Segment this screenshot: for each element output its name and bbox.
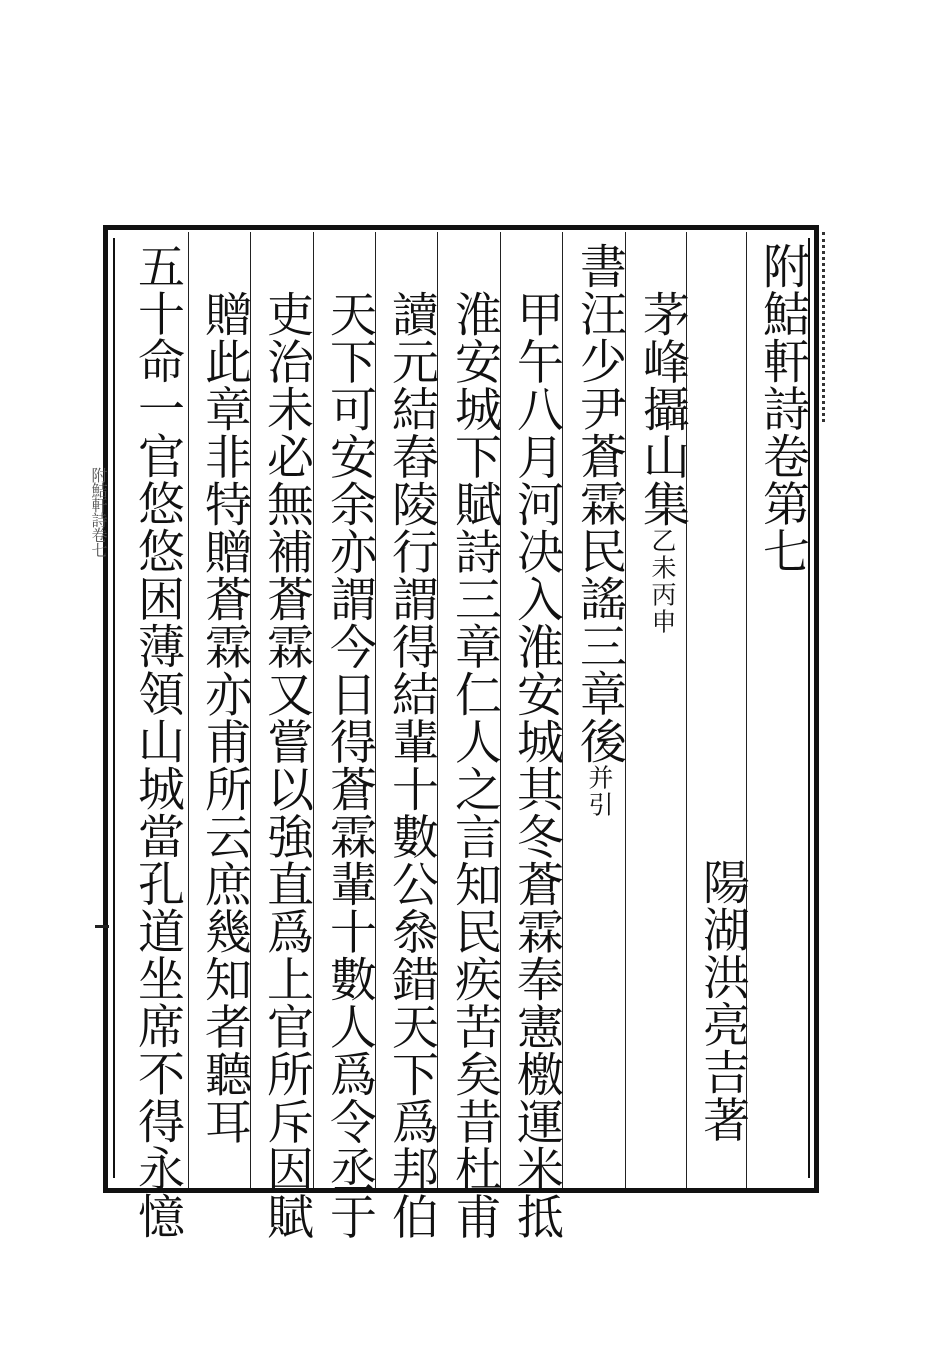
collection-name: 茅峰攝山集: [635, 290, 690, 528]
text-column: 吏治未必無補蒼霖又嘗以強直爲上官所斥因賦: [259, 290, 314, 1240]
column-rule: [188, 232, 189, 1188]
poem-title: [569, 242, 629, 819]
collection-title: [632, 290, 692, 636]
text-column: 贈此章非特贈蒼霖亦甫所云庶幾知者聽耳: [197, 290, 252, 1145]
text-column: 淮安城下賦詩三章仁人之言知民疾苦矣昔杜甫: [447, 290, 502, 1240]
text-column: 五十命一官悠悠困薄領山城當孔道坐席不得永憶: [130, 242, 185, 1240]
gutter-label: 附鮚軒詩卷七: [89, 467, 108, 557]
poem-title-text: 書汪少尹蒼霖民謠三章後: [572, 242, 627, 765]
collection-note: 乙未丙申: [648, 527, 677, 636]
text-column: 天下可安余亦謂今日得蒼霖輩十數人爲令丞于: [322, 290, 377, 1240]
chapter-title: 附鮚軒詩卷第七: [755, 242, 810, 575]
gutter-tick-mark: [95, 925, 109, 928]
text-column: 甲午八月河决入淮安城其冬蒼霖奉憲檄運米抵: [509, 290, 564, 1240]
fore-edge-marks: [822, 232, 835, 422]
author-line: 陽湖洪亮吉著: [695, 858, 750, 1143]
frame-inner-rule-left: [113, 238, 115, 1178]
text-column: 讀元結舂陵行謂得結輩十數公叅錯天下爲邦伯: [384, 290, 439, 1240]
poem-title-note: 并引: [585, 764, 614, 819]
